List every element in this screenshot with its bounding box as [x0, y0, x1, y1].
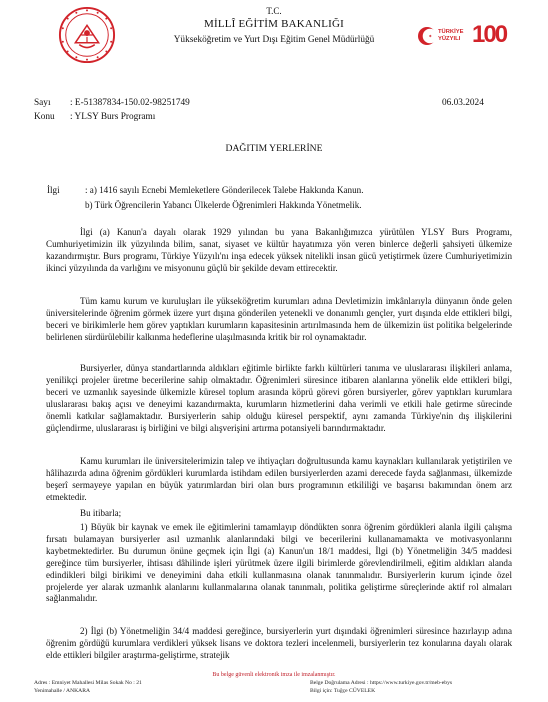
footer-address: Adres : Emniyet Mahallesi Milas Sokak No : 21 — [34, 680, 142, 686]
footer-info: Bilgi için: Tuğçe CÜVELEK — [310, 687, 376, 694]
konu-label: Konu — [34, 112, 55, 122]
ilgi-section — [47, 183, 363, 212]
sayi-label: Sayı — [34, 98, 51, 108]
paragraph: İlgi (a) Kanun'a dayalı olarak 1929 yılından bu yana Bakanlığımızca yürütülen YLSY Burs Programı, Cumhuriyetimizin ilk yüzyılında bilim, sanat, siyaset ve kültür hayatımıza yön veren binlerce değerli şahsiyeti ülkemize kazandırmıştır. Burs programı, Türkiye Yüzyılı'nı inşa edecek yüksek nitelikli insan gücü yetiştirmek üzere Cumhuriyetimizin ikinci yüzyılında da varlığını ve misyonunu güçlü bir şekilde devam ettirecektir. — [46, 227, 512, 273]
paragraph: Bursiyerler, dünya standartlarında aldıkları eğitimle birlikte farklı kültürleri tanıma ve uluslararası ilişkileri anlama, yenilikçi projeler üretme becerilerine sahip olmaktadır. Öğrenimleri süresince itibaren alanlarına yönelik elde ettikleri bilgi, beceri ve uzmanlık sayesinde ülkemizle küresel toplum arasında köprü görevi gören bursiyerler, görev yaptıkları kurumlara uluslararası bakış açısı ve deneyimi kazandırmakta, kurumların hizmetlerini daha verimli ve etkili hale getirme sürecinde önemli katkılar sağlamaktadır. Bursiyerlerin sahip olduğu küresel perspektif, aynı zamanda Türkiye'nin dış ilişkilerini güçlendirme, uluslararası iş birliğini ve bilgi alışverişini artırma potansiyeli barındırmaktadır. — [46, 363, 512, 433]
konu-line — [34, 112, 155, 122]
e-signature-notice: Bu belge güvenli elektronik imza ile imzalanmıştır. — [212, 672, 336, 678]
crescent-icon — [417, 25, 437, 47]
footer-left — [34, 680, 142, 696]
footer-verify[interactable]: Belge Doğrulama Adresi : https://www.turkiye.gov.tr/meb-ebys — [310, 680, 453, 686]
distribution-heading: DAĞITIM YERLERİNE — [225, 143, 323, 154]
ilgi-a: : a) 1416 sayılı Ecnebi Memleketlere Gönderilecek Talebe Hakkında Kanun. — [85, 185, 364, 195]
konu-value: : YLSY Burs Programı — [70, 112, 156, 122]
body-paragraph-4 — [46, 456, 512, 504]
logo-100-text: 100 — [472, 21, 507, 48]
footer-right — [310, 680, 452, 696]
paragraph: Bu itibarla; — [80, 508, 122, 518]
turkiye-yuzyili-logo — [417, 22, 467, 50]
department-name: Yükseköğretim ve Yurt Dışı Eğitim Genel Müdürlüğü — [173, 35, 375, 45]
paragraph: 1) Büyük bir kaynak ve emek ile eğitimlerini tamamlayıp döndükten sonra öğrenim gördükleri alanla ilgili çalışma fırsatı bulamayan bursiyerler asıl uzmanlık alanlarındaki bilgi ve becerilerini kullanamamakta ve motivasyonlarını kaybetmektedirler. Bu durumun önüne geçmek için İlgi (a) Kanun'un 18/1 maddesi, İlgi (b) Yönetmeliğin 34/5 maddesi gereğince tüm bursiyerler, ihtisası dâhilinde işleri yürütmek üzere ilgili birimlerde görevlendirilmeli, eğitim aldıkları alanda edindikleri bilgi birikimi ve deneyimini daha etkili kullanmasına olanak tanınmalıdır. Bursiyerlerin kurum içinde özel projelerde yer alarak uzmanlık alanlarını kullanmalarına olanak tanınmalı, politika geliştirme süreçlerinde aktif rol almaları sağlanmalıdır. — [46, 522, 512, 604]
paragraph: Kamu kurumları ile üniversitelerimizin talep ve ihtiyaçları doğrultusunda kamu kaynakları kullanılarak yetiştirilen ve hâlihazırda adına öğrenim gördükleri kurumlarda istihdam edilen bursiyerlerden azami derecede fayda sağlanması, ülkemizde beşerî sermayeye yapılan en büyük yatırımlardan biri olan burs programının etkililiği ve başarısı bakımından önem arz etmektedir. — [46, 456, 512, 502]
body-paragraph-2 — [46, 296, 512, 344]
ilgi-b: b) Türk Öğrencilerin Yabancı Ülkelerde Öğrenimleri Hakkında Yönetmelik. — [85, 199, 362, 210]
paragraph: 2) İlgi (b) Yönetmeliğin 34/4 maddesi gereğince, bursiyerlerin yurt dışındaki öğrenimleri süresince hazırlayıp adına öğrenim gördüğü kurumlara verdikleri yüksek lisans ve doktora tezleri incelenmeli, bursiyerlerin tez konularına dayalı olarak elde ettikleri bilgiler araştırma-geliştirme, stratejik — [46, 626, 512, 660]
ministry-name: MİLLÎ EĞİTİM BAKANLIĞI — [203, 18, 345, 30]
sayi-value: : E-51387834-150.02-98251749 — [70, 98, 190, 108]
footer-city: Yenimahalle / ANKARA — [34, 687, 90, 694]
logo-tr-line1: TÜRKİYE — [438, 29, 464, 35]
sayi-line — [34, 98, 190, 108]
body-paragraph-1 — [46, 227, 512, 275]
document-date: 06.03.2024 — [442, 98, 484, 108]
body-paragraph-6 — [46, 522, 512, 605]
body-paragraph-7 — [46, 626, 512, 662]
centenary-100-logo — [472, 22, 520, 48]
logo-tr-line2: YÜZYILI — [438, 36, 461, 42]
ilgi-label: İlgi — [47, 185, 60, 195]
body-paragraph-5 — [46, 508, 512, 520]
header-tc: T.C. — [266, 6, 282, 16]
body-paragraph-3 — [46, 363, 512, 434]
paragraph: Tüm kamu kurum ve kuruluşları ile yükseköğretim kurumları adına Devletimizin imkânlarıyla dünyanın önde gelen üniversitelerinde öğrenim görmek üzere yurt dışına gönderilen yetenekli ve donanımlı gençler, yurt dışında elde ettikleri bilgi, beceri ve birikimlerle hem görev yaptıkları kurumların kapasitesinin artırılmasında hem de ülkemizin üst politika belgelerinde belirlenen sürdürülebilir kalkınma hedeflerine ulaşılmasında kritik bir rol oynamaktadır. — [46, 296, 512, 342]
